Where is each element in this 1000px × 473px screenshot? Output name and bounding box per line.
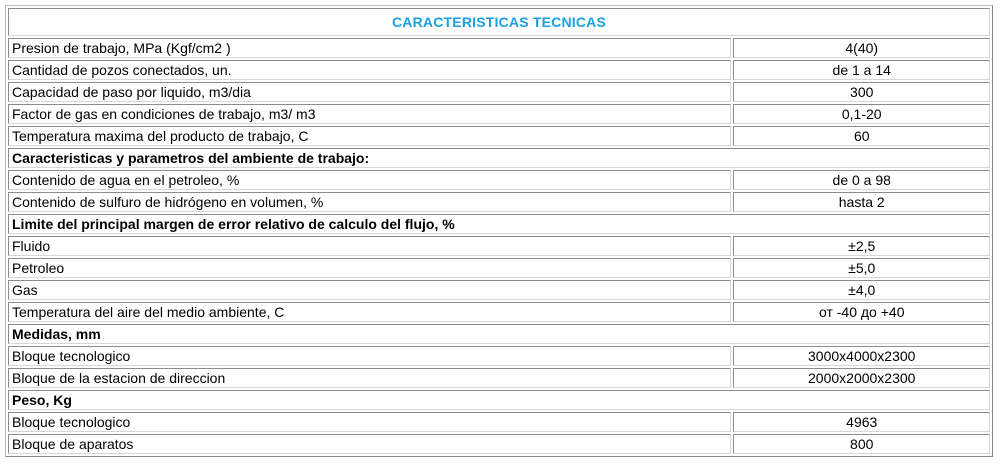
table-title-row	[8, 8, 990, 36]
parameter-value: ±2,5	[733, 236, 990, 256]
table-row	[8, 368, 990, 388]
section-header: Limite del principal margen de error relativo de calculo del flujo, %	[8, 214, 990, 234]
parameter-value: ±4,0	[733, 280, 990, 300]
table-row	[8, 192, 990, 212]
table-row	[8, 38, 990, 58]
parameter-label: Temperatura del aire del medio ambiente, C	[8, 302, 731, 322]
section-header-row	[8, 214, 990, 234]
section-header: Caracteristicas y parametros del ambiente de trabajo:	[8, 148, 990, 168]
parameter-value: 4(40)	[733, 38, 990, 58]
parameter-value: 3000x4000x2300	[733, 346, 990, 366]
parameter-label: Bloque de aparatos	[8, 434, 731, 454]
table-row	[8, 434, 990, 454]
parameter-value: ±5,0	[733, 258, 990, 278]
parameter-value: de 1 a 14	[733, 60, 990, 80]
table-row	[8, 126, 990, 146]
parameter-value: 300	[733, 82, 990, 102]
parameter-label: Fluido	[8, 236, 731, 256]
parameter-value: от -40 до +40	[733, 302, 990, 322]
table-row	[8, 82, 990, 102]
parameter-label: Bloque de la estacion de direccion	[8, 368, 731, 388]
table-row	[8, 236, 990, 256]
parameter-label: Factor de gas en condiciones de trabajo, m3/ m3	[8, 104, 731, 124]
parameter-label: Temperatura maxima del producto de trabajo, C	[8, 126, 731, 146]
table-row	[8, 412, 990, 432]
parameter-value: de 0 a 98	[733, 170, 990, 190]
table-row	[8, 60, 990, 80]
parameter-label: Bloque tecnologico	[8, 346, 731, 366]
parameter-label: Contenido de sulfuro de hidrógeno en volumen, %	[8, 192, 731, 212]
table-title: CARACTERISTICAS TECNICAS	[8, 8, 990, 36]
parameter-label: Bloque tecnologico	[8, 412, 731, 432]
section-header-row	[8, 148, 990, 168]
parameter-label: Presion de trabajo, MPa (Kgf/cm2 )	[8, 38, 731, 58]
parameter-value: hasta 2	[733, 192, 990, 212]
parameter-label: Petroleo	[8, 258, 731, 278]
table-row	[8, 280, 990, 300]
parameter-label: Gas	[8, 280, 731, 300]
section-header: Medidas, mm	[8, 324, 990, 344]
parameter-label: Capacidad de paso por liquido, m3/dia	[8, 82, 731, 102]
parameter-value: 4963	[733, 412, 990, 432]
table-row	[8, 170, 990, 190]
table-body	[8, 8, 990, 454]
section-header-row	[8, 324, 990, 344]
table-row	[8, 258, 990, 278]
parameter-value: 2000x2000x2300	[733, 368, 990, 388]
parameter-value: 800	[733, 434, 990, 454]
table-row	[8, 104, 990, 124]
section-header-row	[8, 390, 990, 410]
parameter-label: Cantidad de pozos conectados, un.	[8, 60, 731, 80]
table-row	[8, 346, 990, 366]
parameter-value: 0,1-20	[733, 104, 990, 124]
parameter-value: 60	[733, 126, 990, 146]
technical-specs-table	[5, 5, 993, 457]
parameter-label: Contenido de agua en el petroleo, %	[8, 170, 731, 190]
table-row	[8, 302, 990, 322]
section-header: Peso, Kg	[8, 390, 990, 410]
